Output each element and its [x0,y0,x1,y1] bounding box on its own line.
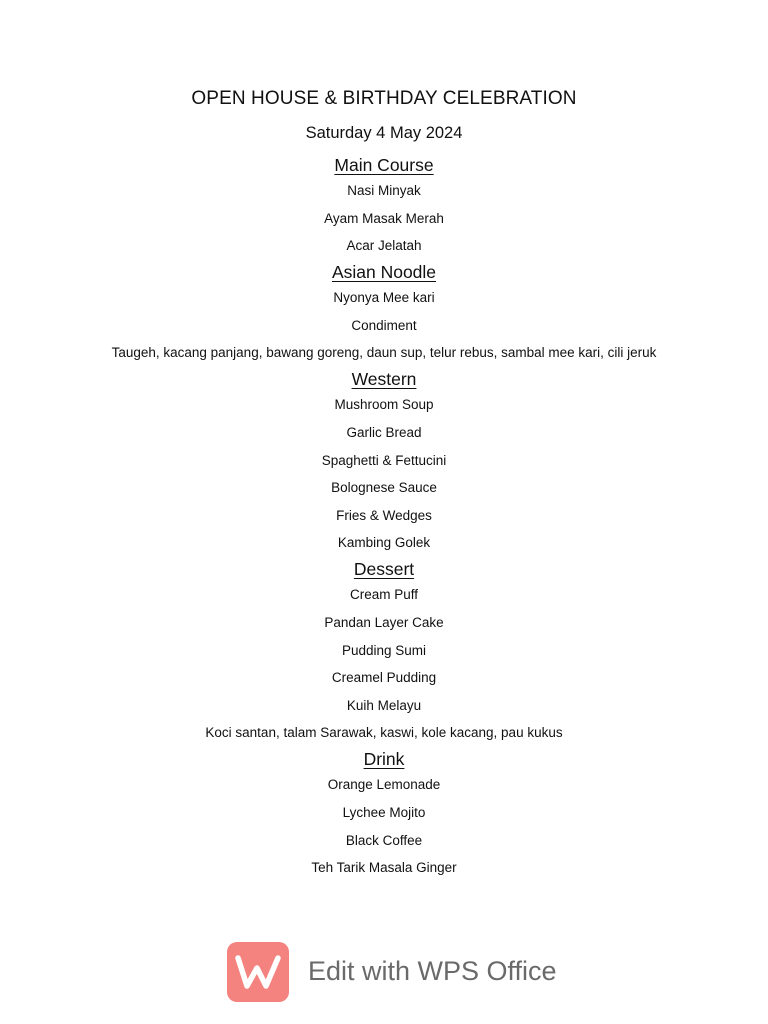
menu-item: Pandan Layer Cake [324,614,444,630]
menu-item: Cream Puff [349,587,419,603]
section-main-course [0,154,768,255]
menu-item: Teh Tarik Masala Ginger [311,860,457,876]
menu-item: Orange Lemonade [327,777,441,793]
menu-item: Nasi Minyak [347,183,421,198]
section-heading: Main Course [334,155,434,175]
event-date: Saturday 4 May 2024 [305,124,463,142]
menu-item: Creamel Pudding [331,670,437,686]
section-heading: Asian Noodle [331,262,437,283]
menu-item: Fries & Wedges [336,507,432,523]
menu-list [0,154,768,883]
section-asian-noodle [0,261,768,362]
menu-item: Acar Jelatah [346,238,422,254]
section-drink [0,748,768,877]
document-title: OPEN HOUSE & BIRTHDAY CELEBRATION [191,88,577,109]
section-western [0,368,768,552]
menu-item: Mushroom Soup [334,397,434,413]
section-heading: Western [351,369,417,390]
section-heading: Drink [363,749,405,770]
menu-item: Ayam Masak Merah [324,210,444,226]
menu-item: Bolognese Sauce [331,480,437,496]
wps-w-glyph-icon [235,954,281,990]
menu-item: Condiment [351,317,417,333]
section-heading: Dessert [353,559,415,580]
menu-item: Garlic Bread [346,424,422,440]
section-dessert [0,558,768,742]
menu-item: Koci santan, talam Sarawak, kaswi, kole kacang, pau kukus [205,725,563,741]
menu-item: Kambing Golek [337,535,431,551]
menu-item: Lychee Mojito [342,804,426,820]
menu-item: Pudding Sumi [341,642,427,658]
menu-item: Kuih Melayu [346,697,422,713]
menu-item: Black Coffee [345,832,423,848]
wps-edit-text[interactable]: Edit with WPS Office [308,956,557,986]
wps-office-logo-icon[interactable] [227,942,289,1002]
wps-edit-banner[interactable] [227,942,567,1002]
menu-item: Taugeh, kacang panjang, bawang goreng, daun sup, telur rebus, sambal mee kari, cili jeruk [111,345,657,361]
menu-item: Spaghetti & Fettucini [321,452,447,468]
menu-item: Nyonya Mee kari [333,290,435,306]
